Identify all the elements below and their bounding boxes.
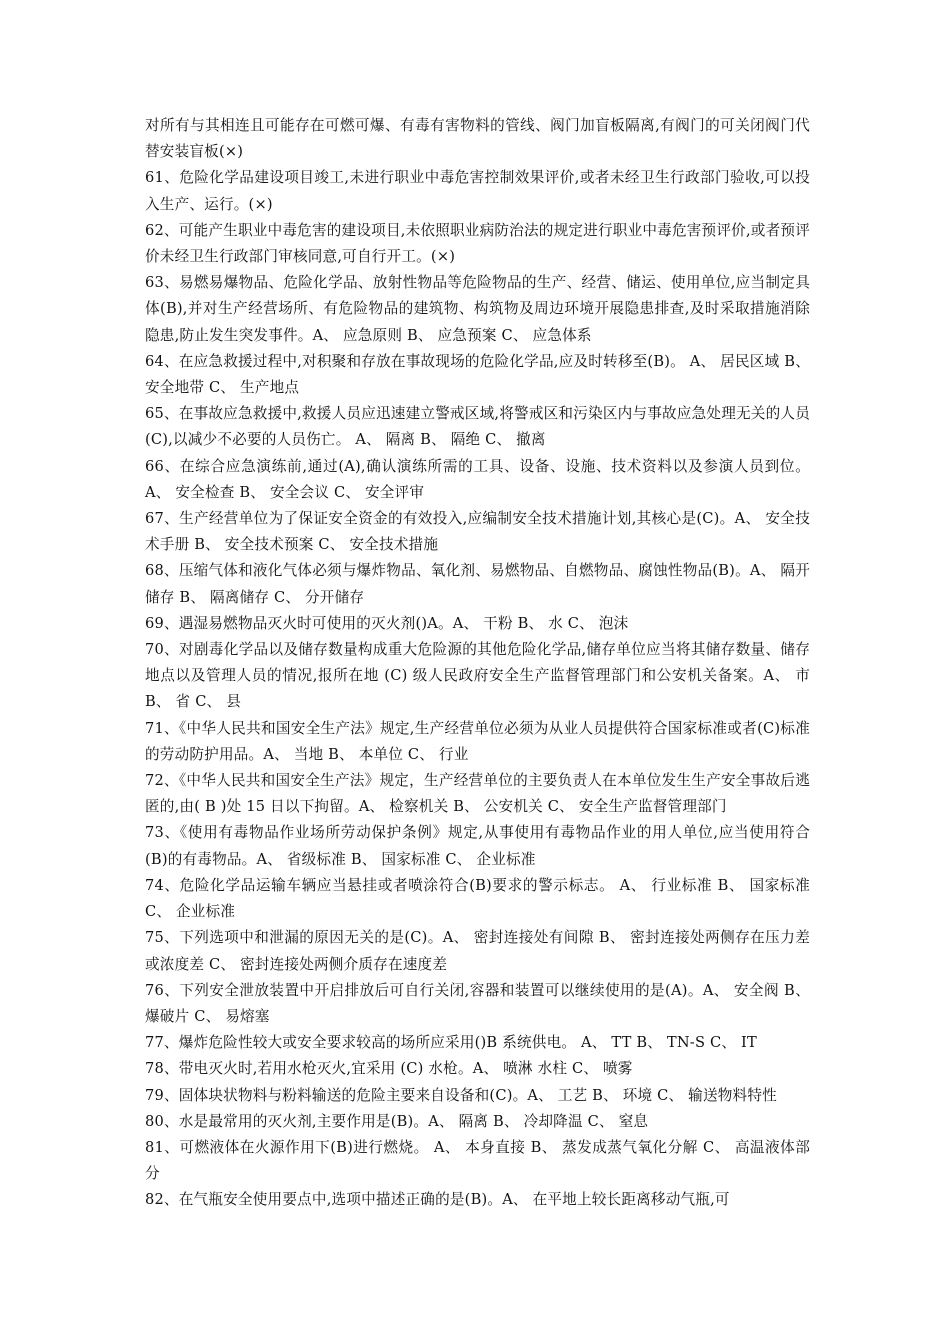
question-75: 75、下列选项中和泄漏的原因无关的是(C)。A、 密封连接处有间隙 B、 密封连接处两侧存在压力差或浓度差 C、 密封连接处两侧介质存在速度差 [145,929,810,973]
question-81: 81、可燃液体在火源作用下(B)进行燃烧。 A、 本身直接 B、 蒸发成蒸气氧化分解 C、 高温液体部分 [145,1138,810,1183]
question-70: 70、对剧毒化学品以及储存数量构成重大危险源的其他危险化学品,储存单位应当将其储存数量、储存地点以及管理人员的情况,报所在地 (C) 级人民政府安全生产监督管理部门和公安机关备案。A、 市 B、 省 C、 县 [145,641,810,711]
question-67: 67、生产经营单位为了保证安全资金的有效投入,应编制安全技术措施计划,其核心是(C)。A、 安全技术手册 B、 安全技术预案 C、 安全技术措施 [145,510,810,554]
question-74: 74、危险化学品运输车辆应当悬挂或者喷涂符合(B)要求的警示标志。 A、 行业标准 B、 国家标准 C、 企业标准 [145,876,810,921]
question-71: 71、《中华人民共和国安全生产法》规定,生产经营单位必须为从业人员提供符合国家标准或者(C)标准的劳动防护用品。A、 当地 B、 本单位 C、 行业 [145,719,810,763]
question-63: 63、易燃易爆物品、危险化学品、放射性物品等危险物品的生产、经营、储运、使用单位,应当制定具体(B),并对生产经营场所、有危险物品的建筑物、构筑物及周边环境开展隐患排查,及时采取措施消除隐患,防止发生突发事件。A、 应急原则 B、 应急预案 C、 应急体系 [145,274,810,344]
paragraph-intro: 对所有与其相连且可能存在可燃可爆、有毒有害物料的管线、阀门加盲板隔离,有阀门的可关闭阀门代替安装盲板(×) [145,117,810,161]
question-72: 72、《中华人民共和国安全生产法》规定，生产经营单位的主要负责人在本单位发生生产安全事故后逃匿的,由( B )处 15 日以下拘留。A、 检察机关 B、 公安机关 C、 安全生产监督管理部门 [145,772,810,816]
question-66: 66、在综合应急演练前,通过(A),确认演练所需的工具、设备、设施、技术资料以及参演人员到位。A、 安全检查 B、 安全会议 C、 安全评审 [145,457,810,501]
question-79: 79、固体块状物料与粉料输送的危险主要来自设备和(C)。A、 工艺 B、 环境 C、 输送物料特性 [145,1086,777,1104]
question-65: 65、在事故应急救援中,救援人员应迅速建立警戒区域,将警戒区和污染区内与事故应急处理无关的人员(C),以减少不必要的人员伤亡。 A、 隔离 B、 隔绝 C、 撤离 [145,405,810,449]
question-76: 76、下列安全泄放装置中开启排放后可自行关闭,容器和装置可以继续使用的是(A)。A、 安全阀 B、 爆破片 C、 易熔塞 [145,981,810,1025]
question-68: 68、压缩气体和液化气体必须与爆炸物品、氧化剂、易燃物品、自燃物品、腐蚀性物品(B)。A、 隔开储存 B、 隔离储存 C、 分开储存 [145,562,810,606]
question-64: 64、在应急救援过程中,对积聚和存放在事故现场的危险化学品,应及时转移至(B)。 A、 居民区域 B、 安全地带 C、 生产地点 [145,352,810,397]
question-61: 61、危险化学品建设项目竣工,未进行职业中毒危害控制效果评价,或者未经卫生行政部门验收,可以投入生产、运行。(×) [145,169,810,213]
question-80: 80、水是最常用的灭火剂,主要作用是(B)。A、 隔离 B、 冷却降温 C、 窒息 [145,1112,649,1130]
question-62: 62、可能产生职业中毒危害的建设项目,未依照职业病防治法的规定进行职业中毒危害预评价,或者预评价未经卫生行政部门审核同意,可自行开工。(×) [145,221,810,266]
question-82: 82、在气瓶安全使用要点中,选项中描述正确的是(B)。A、 在平地上较长距离移动气瓶,可 [145,1191,730,1209]
question-78: 78、带电灭火时,若用水枪灭火,宜采用 (C) 水枪。A、 喷淋 水柱 C、 喷雾 [145,1060,633,1078]
question-77: 77、爆炸危险性较大或安全要求较高的场所应采用()B 系统供电。 A、 TT B、 TN-S C、 IT [145,1034,757,1052]
question-69: 69、遇湿易燃物品灭火时可使用的灭火剂()A。A、 干粉 B、 水 C、 泡沫 [145,614,629,632]
document-body [145,113,810,1214]
question-73: 73、《使用有毒物品作业场所劳动保护条例》规定,从事使用有毒物品作业的用人单位,应当使用符合(B)的有毒物品。A、 省级标准 B、 国家标准 C、 企业标准 [145,824,810,868]
